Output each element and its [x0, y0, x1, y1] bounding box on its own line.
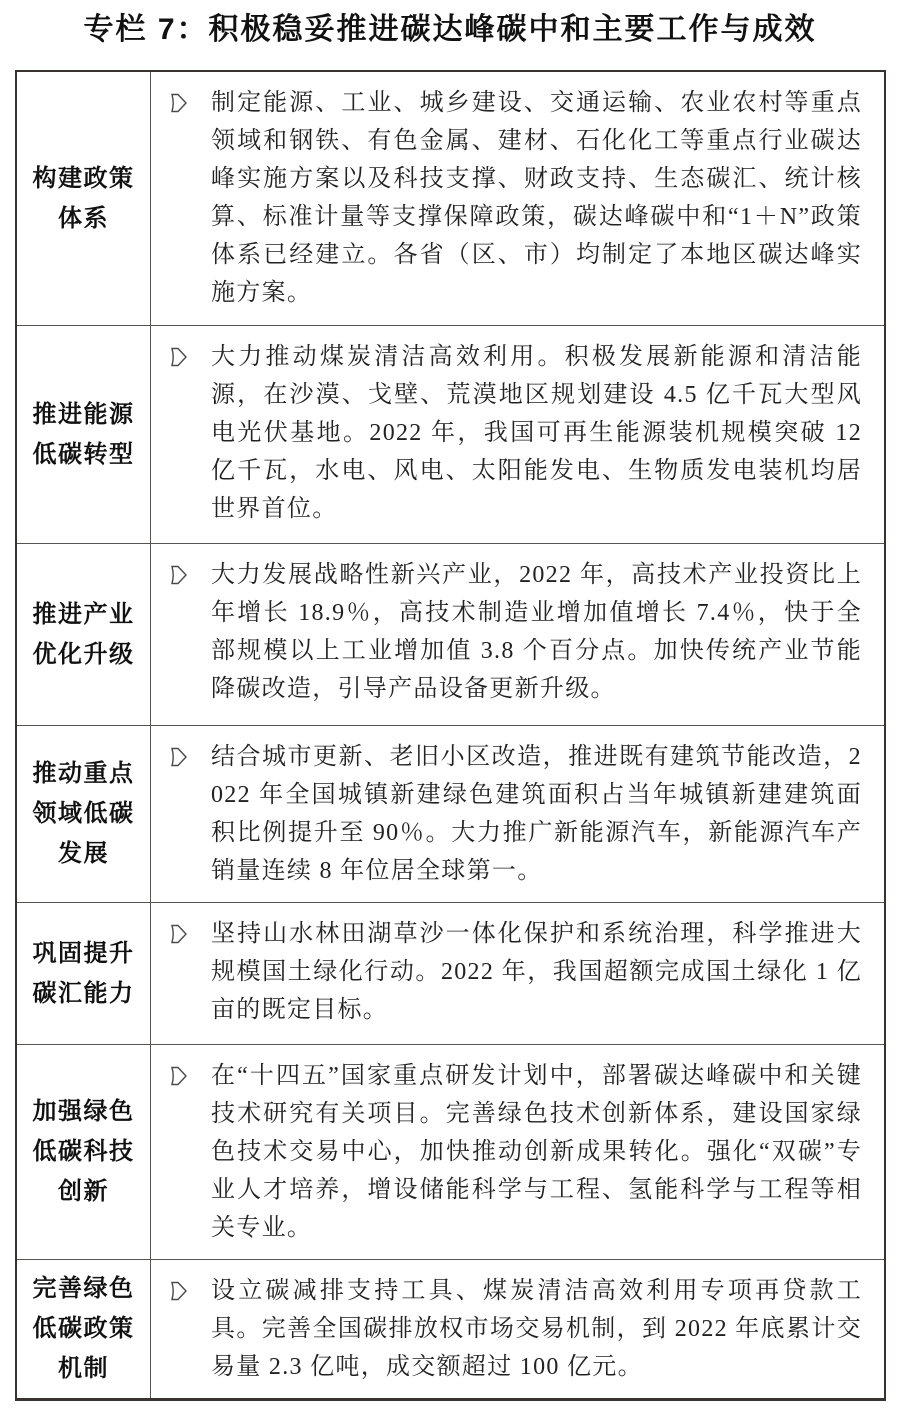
row-content-cell [151, 72, 884, 325]
rightwards-white-arrow-icon [151, 1280, 211, 1307]
row-content-cell [151, 726, 884, 902]
row-text: 设立碳减排支持工具、煤炭清洁高效利用专项再贷款工具。完善全国碳排放权市场交易机制，到 2022 年底累计交易量 2.3 亿吨，成交额超过 100 亿元。 [211, 1278, 862, 1380]
category-label-cell [17, 903, 151, 1044]
category-label: 巩固提升碳汇能力 [32, 939, 135, 1007]
rightwards-white-arrow-icon [151, 1065, 211, 1092]
row-text: 大力推动煤炭清洁高效利用。积极发展新能源和清洁能源，在沙漠、戈壁、荒漠地区规划建设 4.5 亿千瓦大型风电光伏基地。2022 年，我国可再生能源装机规模突破 12 亿千瓦，水电、风电、太阳能发电、生物质发电装机均居世界首位。 [211, 344, 862, 522]
category-label: 完善绿色低碳政策机制 [32, 1275, 135, 1382]
row-text: 大力发展战略性新兴产业，2022 年，高技术产业投资比上年增长 18.9％，高技术制造业增加值增长 7.4％，快于全部规模以上工业增加值 3.8 个百分点。加快传统产业节能降碳改造，引导产品设备更新升级。 [211, 562, 862, 702]
rightwards-white-arrow-icon [151, 92, 211, 119]
category-label-cell [17, 544, 151, 725]
row-content-cell [151, 544, 884, 725]
category-label: 推进产业优化升级 [32, 600, 135, 668]
row-content-cell [151, 1260, 884, 1398]
category-label-cell [17, 326, 151, 543]
row-content-cell [151, 903, 884, 1044]
category-label: 推进能源低碳转型 [32, 400, 135, 468]
table-row [17, 1259, 884, 1398]
category-label-cell [17, 1260, 151, 1398]
policy-table [15, 70, 886, 1401]
category-label-cell [17, 726, 151, 902]
rightwards-white-arrow-icon [151, 564, 211, 591]
category-label: 推动重点领域低碳发展 [32, 760, 135, 867]
category-label: 构建政策体系 [32, 164, 135, 232]
rightwards-white-arrow-icon [151, 923, 211, 950]
category-label: 加强绿色低碳科技创新 [32, 1098, 135, 1205]
table-row [17, 725, 884, 902]
row-text: 坚持山水林田湖草沙一体化保护和系统治理，科学推进大规模国土绿化行动。2022 年，我国超额完成国土绿化 1 亿亩的既定目标。 [211, 921, 862, 1023]
row-text: 制定能源、工业、城乡建设、交通运输、农业农村等重点领域和钢铁、有色金属、建材、石化化工等重点行业碳达峰实施方案以及科技支撑、财政支持、生态碳汇、统计核算、标准计量等支撑保障政策，碳达峰碳中和“1＋N”政策体系已经建立。各省（区、市）均制定了本地区碳达峰实施方案。 [211, 90, 862, 306]
category-label-cell [17, 1045, 151, 1259]
category-label-cell [17, 72, 151, 325]
table-row [17, 72, 884, 325]
row-text: 结合城市更新、老旧小区改造，推进既有建筑节能改造，2022 年全国城镇新建绿色建筑面积占当年城镇新建建筑面积比例提升至 90％。大力推广新能源汽车，新能源汽车产销量连续 8 年位居全球第一。 [211, 744, 862, 884]
rightwards-white-arrow-icon [151, 346, 211, 373]
table-row [17, 543, 884, 725]
table-row [17, 1044, 884, 1259]
table-row [17, 902, 884, 1044]
row-text: 在“十四五”国家重点研发计划中，部署碳达峰碳中和关键技术研究有关项目。完善绿色技术创新体系，建设国家绿色技术交易中心，加快推动创新成果转化。强化“双碳”专业人才培养，增设储能科学与工程、氢能科学与工程等相关专业。 [211, 1063, 862, 1241]
table-row [17, 325, 884, 543]
rightwards-white-arrow-icon [151, 746, 211, 773]
box-title: 专栏 7：积极稳妥推进碳达峰碳中和主要工作与成效 [83, 13, 817, 46]
row-content-cell [151, 326, 884, 543]
row-content-cell [151, 1045, 884, 1259]
